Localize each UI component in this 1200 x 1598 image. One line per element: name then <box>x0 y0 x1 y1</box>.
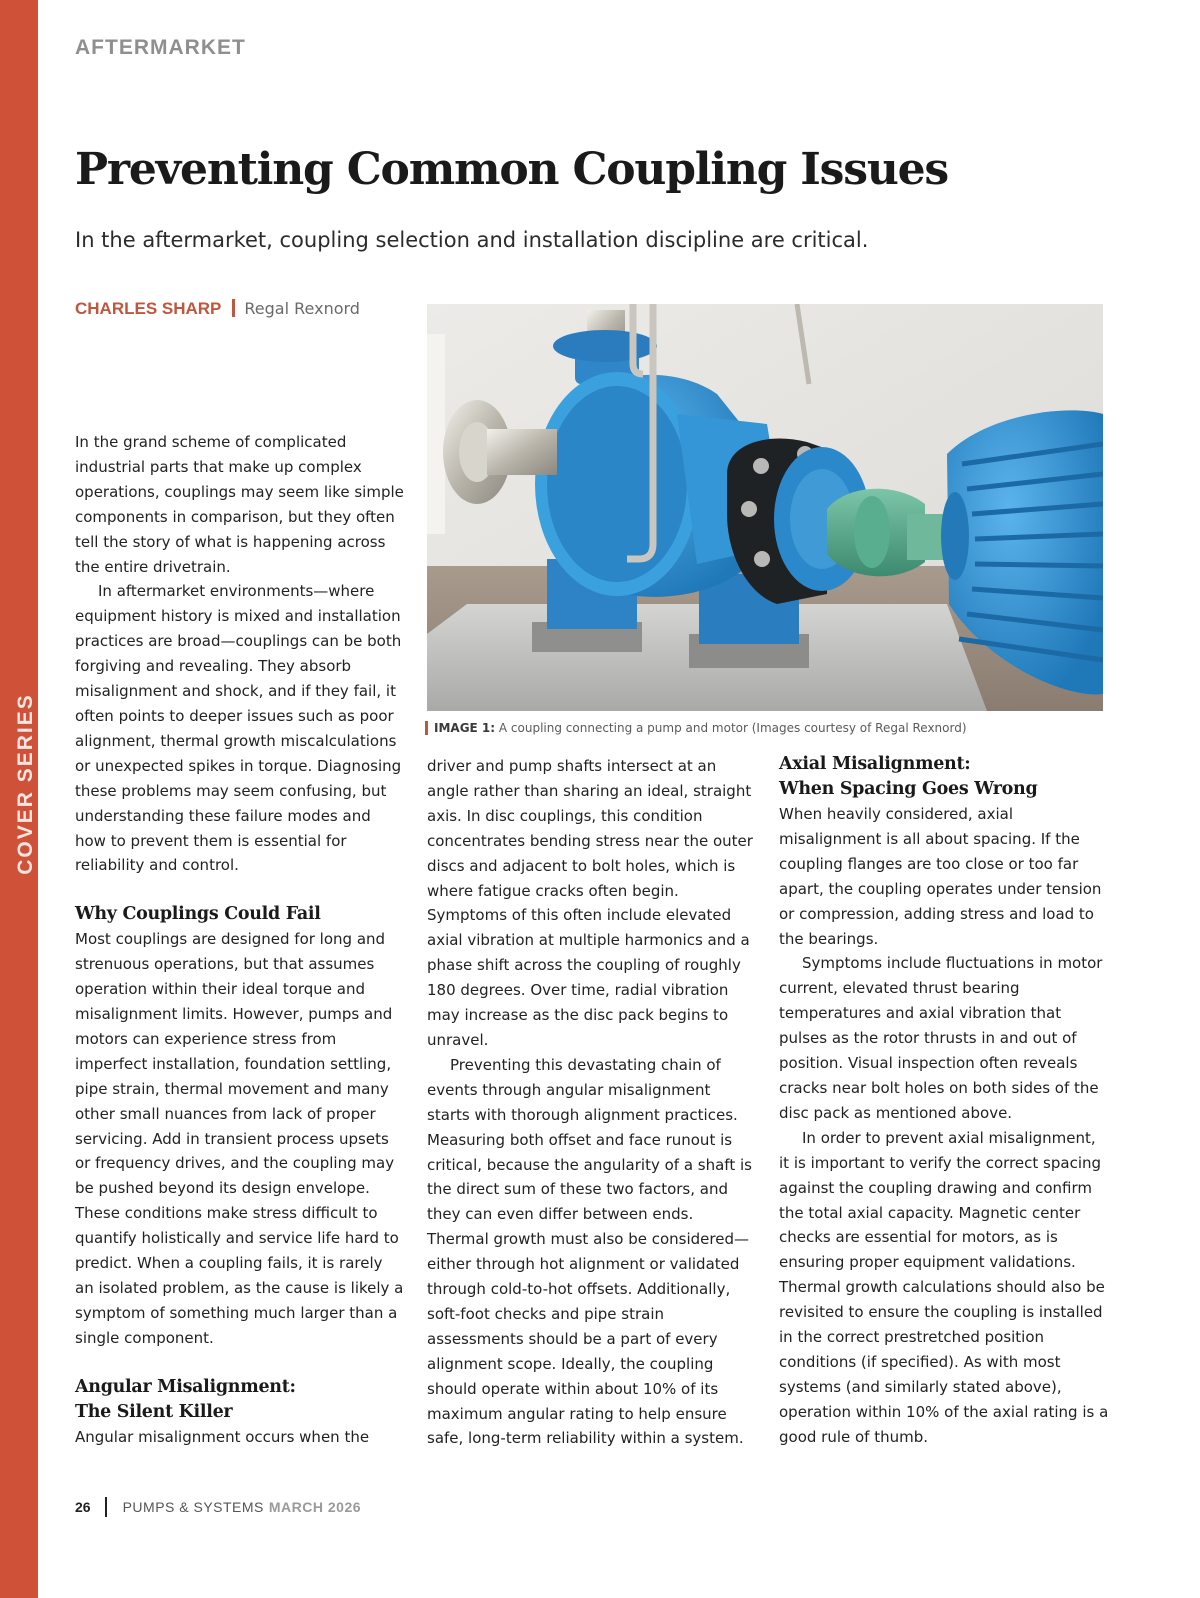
footer-divider <box>105 1497 107 1517</box>
headline: Preventing Common Coupling Issues <box>75 144 948 195</box>
body-paragraph: Symptoms include fluctuations in motor current, elevated thrust bearing temperatures and axial vibration that pulses as the rotor thrusts in and out of position. Visual inspection often reveals cracks near bolt holes on both sides of the disc pack as mentioned above. <box>779 954 1103 1122</box>
subhead-line: When Spacing Goes Wrong <box>779 779 1038 799</box>
magazine-name: PUMPS & SYSTEMS <box>122 1499 264 1515</box>
section-label: AFTERMARKET <box>75 36 246 59</box>
page-footer <box>75 1497 361 1517</box>
author-name: CHARLES SHARP <box>75 299 222 318</box>
body-paragraph: In the grand scheme of complicated industrial parts that make up complex operations, couplings may seem like simple components in comparison, but they often tell the story of what is happening across the entire drivetrain. <box>75 433 404 576</box>
article-column-1 <box>75 430 405 1450</box>
body-paragraph: Preventing this devastating chain of events through angular misalignment starts with thorough alignment practices. Measuring both offset and face runout is critical, because the angularity of a shaft is the direct sum of these two factors, and they can even differ between ends. Thermal growth must also be considered—either through hot alignment or validated through cold-to-hot offsets. Additionally, soft-foot checks and pipe strain assessments should be a part of every alignment scope. Ideally, the coupling should operate within about 10% of its maximum angular rating to help ensure safe, long-term reliability within a system. <box>427 1055 752 1448</box>
byline <box>75 299 360 319</box>
caption-text: A coupling connecting a pump and motor (Images courtesy of Regal Rexnord) <box>498 721 967 735</box>
body-paragraph: In aftermarket environments—where equipment history is mixed and installation practices are broad—couplings can be both forgiving and revealing. They absorb misalignment and shock, and if they fail, it often points to deeper issues such as poor alignment, thermal growth miscalculations or unexpected spikes in torque. Diagnosing these problems may seem confusing, but understanding these failure modes and how to prevent them is essential for reliability and control. <box>75 582 402 875</box>
article-column-2 <box>427 754 757 1451</box>
body-paragraph: Angular misalignment occurs when the <box>75 1427 370 1446</box>
image-caption <box>425 721 967 735</box>
deck: In the aftermarket, coupling selection and installation discipline are critical. <box>75 228 869 252</box>
subhead-line: The Silent Killer <box>75 1401 233 1422</box>
caption-label: IMAGE 1: <box>434 721 496 735</box>
byline-divider <box>232 299 235 317</box>
body-paragraph: When heavily considered, axial misalignment is all about spacing. If the coupling flanges are too close or too far apart, the coupling operates under tension or compression, adding stress and load to the bearings. <box>779 805 1102 948</box>
subhead-line: Axial Misalignment: <box>779 754 971 774</box>
subhead-why-couplings-fail: Why Couplings Could Fail <box>75 904 321 925</box>
subhead-axial-misalignment <box>779 752 1109 802</box>
subhead-line: Angular Misalignment: <box>75 1376 296 1397</box>
article-column-3 <box>779 752 1109 1450</box>
section-side-label: COVER SERIES <box>14 693 37 875</box>
body-paragraph: driver and pump shafts intersect at an angle rather than sharing an ideal, straight axis. In disc couplings, this condition concentrates bending stress near the outer discs and adjacent to bolt holes, which is where fatigue cracks often begin. Symptoms of this often include elevated axial vibration at multiple harmonics and a phase shift across the coupling of roughly 180 degrees. Over time, radial vibration may increase as the disc pack begins to unravel. <box>427 757 753 1049</box>
issue-date: MARCH 2026 <box>268 1499 362 1515</box>
pump-motor-photo <box>427 304 1103 711</box>
page-number: 26 <box>75 1499 91 1515</box>
caption-accent-bar <box>425 721 428 735</box>
body-paragraph: Most couplings are designed for long and strenuous operations, but that assumes operation within their ideal torque and misalignment limits. However, pumps and motors can experience stress from imperfect installation, foundation settling, pipe strain, thermal movement and many other small nuances from lack of proper servicing. Add in transient process upsets or frequency drives, and the coupling may be pushed beyond its design envelope. These conditions make stress difficult to quantify holistically and service life hard to predict. When a coupling fails, it is rarely an isolated problem, as the cause is likely a symptom of something much larger than a single component. <box>75 930 404 1347</box>
body-paragraph: In order to prevent axial misalignment, it is important to verify the correct spacing against the coupling drawing and confirm the total axial capacity. Magnetic center checks are essential for motors, as is ensuring proper equipment validations. Thermal growth calculations should also be revisited to ensure the coupling is installed in the correct prestretched position conditions (if specified). As with most systems (and similarly stated above), operation within 10% of the axial rating is a good rule of thumb. <box>779 1128 1109 1446</box>
author-organization: Regal Rexnord <box>244 299 360 318</box>
subhead-angular-misalignment <box>75 1375 405 1425</box>
